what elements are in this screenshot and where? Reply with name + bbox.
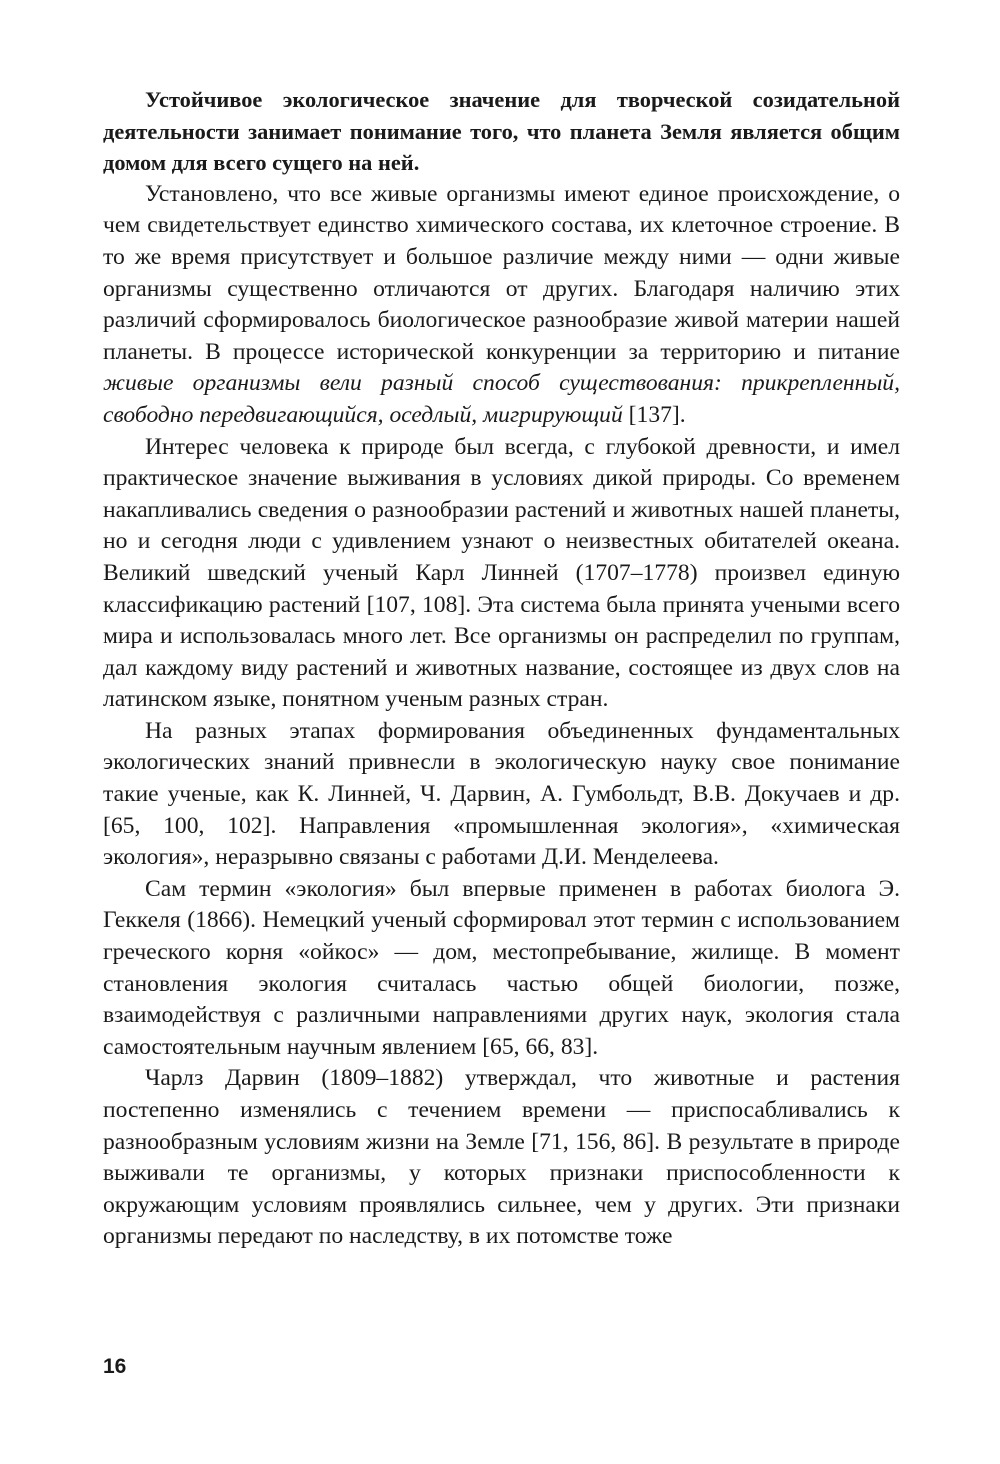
paragraph-text: Установлено, что все живые организмы имеют единое происхождение, о чем свидетельствует единство химического состава, их клеточное строение. В то же время присутствует и большое различие между ними — одни живые организмы существенно отличаются от других. Благодаря наличию этих различий сформировалось биологическое разнообразие живой материи нашей планеты. В процессе исторической конкуренции за территорию и питание [103,180,900,365]
paragraph-darwin: Чарлз Дарвин (1809–1882) утверждал, что животные и растения постепенно изменялись с течением времени — приспосабливались к разнообразным условиям жизни на Земле [71, 156, 86]. В результате в природе выживали те организмы, у которых признаки приспособленности к окружающим условиям проявлялись сильнее, чем у других. Эти признаки организмы передают по наследству, в их потомстве тоже [103,1065,900,1250]
paragraph-origin-of-organisms [103,179,900,432]
paragraph-linnaeus: Интерес человека к природе был всегда, с глубокой древности, и имел практическое значение выживания в условиях дикой природы. Со временем накапливались сведения о разнообразии растений и животных нашей планеты, но и сегодня люди с удивлением узнают о неизвестных обитателей океана. Великий шведский ученый Карл Линней (1707–1778) произвел единую классификацию растений [107, 108]. Эта система была принята учеными всего мира и использовалась много лет. Все организмы он распределил по группам, дал каждому виду растений и животных название, состоящее из двух слов на латинском языке, понятном ученым разных стран. [103,433,900,713]
paragraph-scientists: На разных этапах формирования объединенных фундаментальных экологических знаний привнесли в экологическую науку свое понимание такие ученые, как К. Линней, Ч. Дарвин, А. Гумбольдт, В.В. Докучаев и др. [65, 100, 102]. Направления «промышленная экология», «химическая экология», неразрывно связаны с работами Д.И. Менделеева. [103,717,900,871]
body-text [103,84,900,1253]
italic-emphasis: живые организмы вели разный способ существования: прикрепленный, свободно передвигающийся, оседлый, мигрирующий [103,370,900,428]
lead-paragraph: Устойчивое экологическое значение для творческой созидательной деятельности занимает понимание того, что планета Земля является общим домом для всего сущего на ней. [103,87,900,176]
citation: [137]. [622,401,686,428]
paragraph-term-ecology: Сам термин «экология» был впервые применен в работах биолога Э. Геккеля (1866). Немецкий ученый сформировал этот термин с использованием греческого корня «ойкос» — дом, местопребывание, жилище. В момент становления экология считалась частью общей биологии, позже, взаимодействуя с различными направлениями других наук, экология стала самостоятельным научным явлением [65, 66, 83]. [103,875,900,1060]
page-number: 16 [103,1355,127,1378]
